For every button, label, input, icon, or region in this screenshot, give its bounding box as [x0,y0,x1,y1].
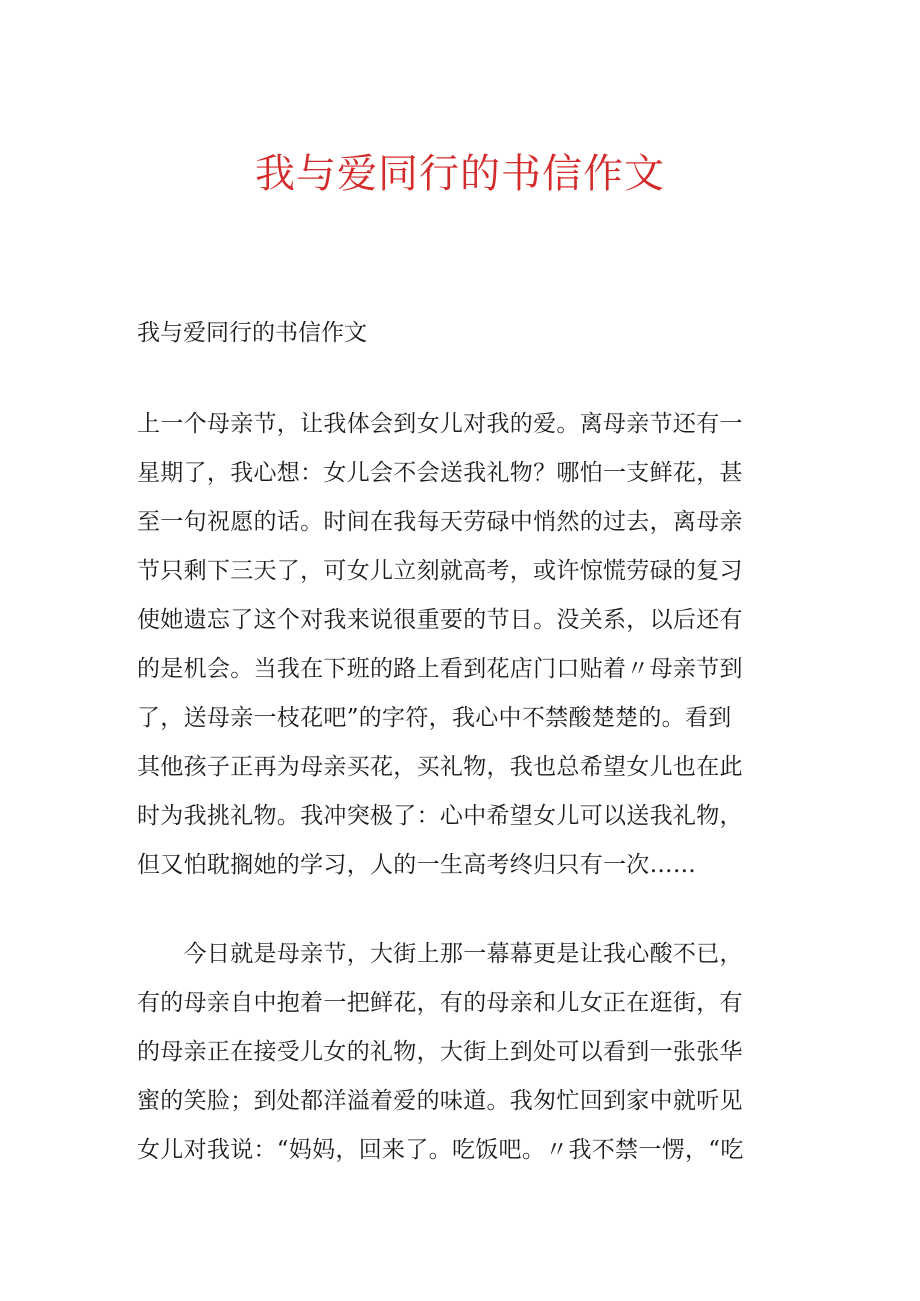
paragraph-1 [137,400,787,890]
paragraph-line: 的母亲正在接受儿女的礼物，大街上到处可以看到一张张华 [137,1039,743,1065]
paragraph-line: 有的母亲自中抱着一把鲜花，有的母亲和儿女正在逛街，有 [137,990,743,1016]
paragraph-line: 了，送母亲一枝花吧”的字符，我心中不禁酸楚楚的。看到 [137,705,732,731]
paragraph-line: 节只剩下三天了，可女儿立刻就高考，或许惊慌劳碌的复习 [137,558,743,584]
paragraph-line: 但又怕耽搁她的学习，人的一生高考终归只有一次…… [137,852,697,878]
document-subtitle: 我与爱同行的书信作文 [137,320,367,346]
paragraph-line: 蜜的笑脸；到处都洋溢着爱的味道。我匆忙回到家中就听见 [137,1088,743,1114]
paragraph-line: 时为我挑礼物。我冲突极了：心中希望女儿可以送我礼物， [137,803,743,829]
paragraph-line: 女儿对我说：“妈妈，回来了。吃饭吧。〃我不禁一愣，“吃 [137,1137,744,1163]
paragraph-line: 使她遗忘了这个对我来说很重要的节日。没关系，以后还有 [137,607,743,633]
paragraph-line: 的是机会。当我在下班的路上看到花店门口贴着〃母亲节到 [137,656,743,682]
paragraph-line: 星期了，我心想：女儿会不会送我礼物？哪怕一支鲜花，甚 [137,460,743,486]
paragraph-line: 至一句祝愿的话。时间在我每天劳碌中悄然的过去，离母亲 [137,509,743,535]
document-title: 我与爱同行的书信作文 [255,151,665,197]
paragraph-line: 其他孩子正再为母亲买花，买礼物，我也总希望女儿也在此 [137,754,743,780]
paragraph-line: 上一个母亲节，让我体会到女儿对我的爱。离母亲节还有一 [137,411,743,437]
paragraph-line: 今日就是母亲节，大街上那一幕幕更是让我心酸不已， [137,941,743,967]
paragraph-2 [137,930,787,1175]
